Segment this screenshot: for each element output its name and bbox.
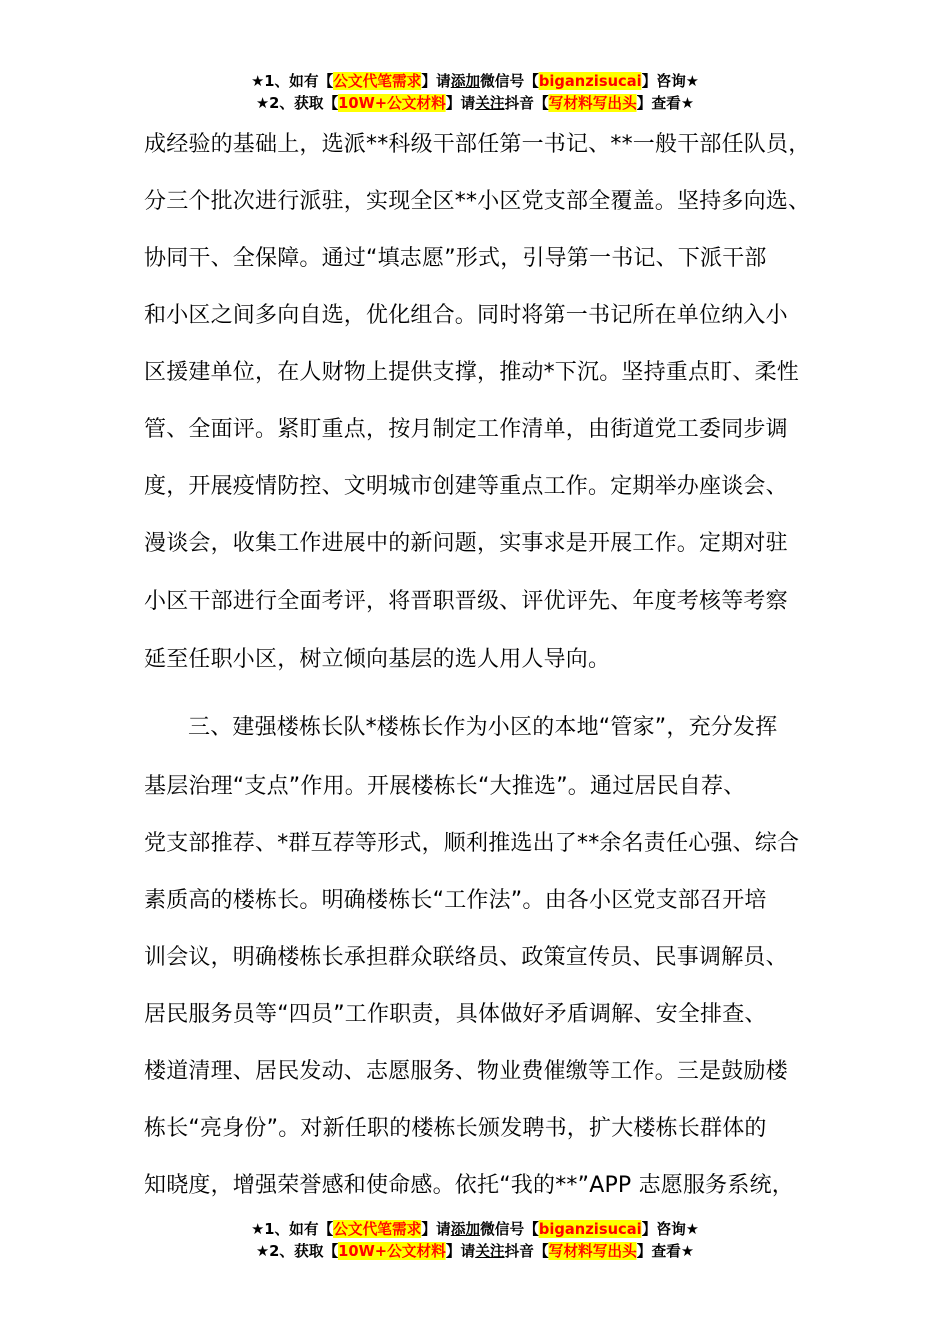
banner-text: 抖音【 bbox=[504, 94, 549, 112]
banner-text: 】请 bbox=[421, 72, 451, 90]
banner-highlight: 10W+公文材料 bbox=[338, 1242, 446, 1260]
banner-text: ★1、如有【 bbox=[251, 72, 334, 90]
banner-line-2 bbox=[10, 92, 940, 114]
paragraph-line: 管、全面评。紧盯重点，按月制定工作清单，由街道党工委同步调 bbox=[144, 417, 788, 442]
header-banner bbox=[0, 70, 950, 114]
paragraph-line: 漫谈会，收集工作进展中的新问题，实事求是开展工作。定期对驻 bbox=[144, 531, 788, 556]
paragraph-line: 协同干、全保障。通过“填志愿”形式，引导第一书记、下派干部 bbox=[144, 246, 767, 271]
banner-underlined: 关注 bbox=[475, 1242, 505, 1260]
paragraph-line: 知晓度，增强荣誉感和使命感。依托“我的**”APP 志愿服务系统， bbox=[144, 1173, 794, 1198]
paragraph-line: 训会议，明确楼栋长承担群众联络员、政策宣传员、民事调解员、 bbox=[144, 945, 788, 970]
paragraph-line: 分三个批次进行派驻，实现全区**小区党支部全覆盖。坚持多向选、 bbox=[144, 189, 811, 214]
paragraph-line: 小区干部进行全面考评，将晋职晋级、评优评先、年度考核等考察 bbox=[144, 589, 788, 614]
banner-text: ★1、如有【 bbox=[251, 1220, 334, 1238]
banner-text: 微信号【 bbox=[480, 72, 539, 90]
banner-text: 】咨询★ bbox=[641, 1220, 699, 1238]
banner-text: 微信号【 bbox=[480, 1220, 539, 1238]
banner-underlined: 添加 bbox=[450, 72, 481, 90]
banner-highlight: 写材料写出头 bbox=[548, 94, 637, 112]
banner-line-2 bbox=[10, 1240, 940, 1262]
section-heading-line: 三、建强楼栋长队*楼栋长作为小区的本地“管家”，充分发挥 bbox=[188, 715, 778, 740]
banner-highlight: 写材料写出头 bbox=[548, 1242, 637, 1260]
banner-highlight: 公文代笔需求 bbox=[333, 1220, 422, 1238]
banner-underlined: 关注 bbox=[475, 94, 505, 112]
banner-line-1 bbox=[10, 70, 940, 92]
paragraph-line: 和小区之间多向自选，优化组合。同时将第一书记所在单位纳入小 bbox=[144, 303, 788, 328]
banner-text: ★2、获取【 bbox=[256, 94, 339, 112]
banner-text: ★2、获取【 bbox=[256, 1242, 339, 1260]
banner-text: 】查看★ bbox=[636, 1242, 694, 1260]
paragraph-line: 党支部推荐、*群互荐等形式，顺利推选出了**余名责任心强、综合 bbox=[144, 831, 800, 856]
banner-text: 】请 bbox=[421, 1220, 451, 1238]
banner-underlined: 添加 bbox=[450, 1220, 481, 1238]
paragraph-line: 度，开展疫情防控、文明城市创建等重点工作。定期举办座谈会、 bbox=[144, 474, 788, 499]
paragraph-line: 栋长“亮身份”。对新任职的楼栋长颁发聘书，扩大楼栋长群体的 bbox=[144, 1116, 767, 1141]
banner-text: 】请 bbox=[445, 94, 476, 112]
banner-highlight: biganzisucai bbox=[538, 1220, 642, 1238]
paragraph-line: 楼道清理、居民发动、志愿服务、物业费催缴等工作。三是鼓励楼 bbox=[144, 1059, 788, 1084]
paragraph-line: 区援建单位，在人财物上提供支撑，推动*下沉。坚持重点盯、柔性 bbox=[144, 360, 800, 385]
banner-text: 】请 bbox=[445, 1242, 476, 1260]
paragraph-line: 素质高的楼栋长。明确楼栋长“工作法”。由各小区党支部召开培 bbox=[144, 888, 767, 913]
banner-highlight: biganzisucai bbox=[538, 72, 642, 90]
banner-highlight: 公文代笔需求 bbox=[333, 72, 422, 90]
paragraph-line: 基层治理“支点”作用。开展楼栋长“大推选”。通过居民自荐、 bbox=[144, 774, 746, 799]
paragraph-line: 成经验的基础上，选派**科级干部任第一书记、**一般干部任队员， bbox=[144, 132, 811, 157]
paragraph-line: 延至任职小区，树立倾向基层的选人用人导向。 bbox=[144, 647, 611, 672]
paragraph-line: 居民服务员等“四员”工作职责，具体做好矛盾调解、安全排查、 bbox=[144, 1002, 767, 1027]
banner-text: 抖音【 bbox=[504, 1242, 549, 1260]
footer-banner bbox=[0, 1218, 950, 1262]
banner-line-1 bbox=[10, 1218, 940, 1240]
banner-text: 】查看★ bbox=[636, 94, 694, 112]
banner-text: 】咨询★ bbox=[641, 72, 699, 90]
banner-highlight: 10W+公文材料 bbox=[338, 94, 446, 112]
